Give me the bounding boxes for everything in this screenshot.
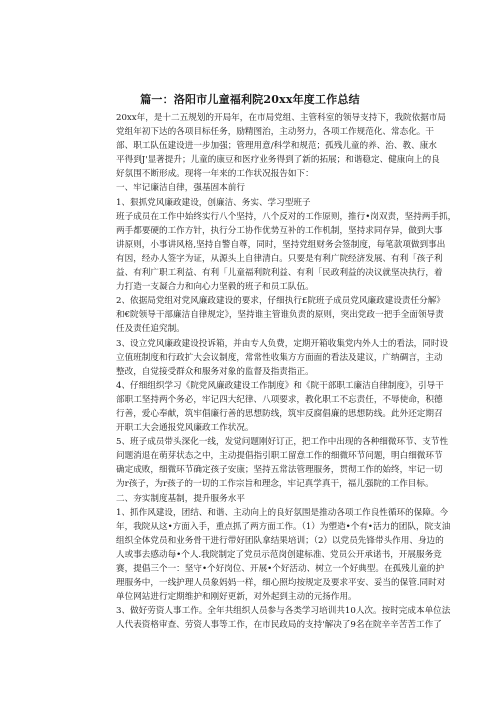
text-line: 问题消退在萌芽状态之中，主动提倡指引职工留意工作的细微环节问题，明白细微环节 <box>116 451 443 462</box>
text-line: 行善，爱心奉献，筑牢倡廉行善的思想防线，筑牢反腐倡廉的思想防线。此外还定期召 <box>116 408 443 419</box>
text-line: 年，我院从这•方面入手，重点抓了两方面工作。（1）为塑造•个有•活力的团队，院支油 <box>116 521 451 532</box>
text-line: 人或事去感动每•个人.我院制定了党员示范岗创建标准、党员公开承诺书，开展服务竞 <box>116 549 442 560</box>
text-line: 二、夯实制度基制，提升服务水平 <box>116 493 245 504</box>
text-line: 5、班子成员带头深化一线，发觉问题刚好订正，把工作中出现的各种细微环节、支节性 <box>116 437 449 448</box>
text-line: 一、牢记廉洁自律，强基固本前行 <box>116 183 245 194</box>
text-line: 1、抓作风建设，团结、和谐、主动向上的良好氛围是推动各项工作良性循环的保障。今 <box>116 507 449 518</box>
text-line: 有因，经办人签字为证，从源头上自律清白。只要是有利广院经济发展、有利「孩子利 <box>116 253 443 264</box>
text-line: 赛，提倡三个一：坚守•个好岗位、开展•个好活动、树立一个好典型。在孤残儿童的护 <box>116 564 445 574</box>
text-line: 20xx年，是十二五规划的开局年，在市局党组、主管科室的领导支持下，我院依据市局 <box>116 113 447 123</box>
text-line: 好氛围不断形成。现将一年来的工作状况报告如下： <box>116 169 314 180</box>
text-line: 部职工坚持两个务必，牢记四大纪律、八项要求，教化职工不忘责任，不辱使命，积德 <box>116 394 443 405</box>
document-title: 篇一：洛阳市儿童福利院20xx年度工作总结 <box>140 93 360 106</box>
text-line: 1、狠抓党风廉政建设，创廉洁、务实、学习型班子 <box>116 197 311 208</box>
text-line: 班子成员在工作中始终实行八个坚持，八个反对的工作原则，推行•岗双责，坚持两手抓， <box>116 211 457 222</box>
text-line: 和€院领导干部廉洁自律规定》，坚持谁主管谁负责的原则，突出党政一把手全面领导责 <box>116 310 444 321</box>
text-line: 3、设立党风廉政建设投诉箱，并由专人负费，定期开箱收集党内外人士的看法，同时设 <box>116 338 449 349</box>
text-line: 立值班制度和行政扩大会议制度，常常性收集方方面面的看法及建议，广纳碉言，主动 <box>116 352 443 363</box>
text-line: 两手都要硬的工作方针，执行分工协作优势互补的工作机制，坚持求同存异，做到大事 <box>116 225 443 236</box>
text-line: 确定成败，细微环节确定孩子安康；坚持五常法管理服务，贯彻工作的始终，牢记一切 <box>116 465 443 476</box>
text-line: 讲原则，小事讲风格,坚持自警自尊，同时，坚持党组财务会签制度，每笔款项做到事出 <box>116 239 446 250</box>
text-line: 开职工大会通报党风廉政工作状况。 <box>116 423 254 434</box>
text-line: 部、职工队伍建设进一步加强；管理用意/科学和规范；孤残儿童的养、治、教、康水 <box>116 141 437 152</box>
text-line: 平得到J'显著提升；儿童的康豆和医疗业务得到了新的拓展；和谐稳定、健康向上的良 <box>116 155 440 166</box>
document-body <box>116 111 457 632</box>
text-line: 整改，自觉接受群众和服务对象的监督及指责指正。 <box>116 366 314 377</box>
text-line: 为r孩子，为r孩子的一切的工作宗旨和理念，牢记真学真干，福儿强院的工作目标。 <box>116 479 434 490</box>
text-line: 党组年初下达的各项目标任务，励精图治，主动努力，各项工作规范化、常态化。干 <box>116 127 434 138</box>
text-line: 组织全体党员和业务骨干进行带好团队拿结果培训；（2）以党员先锋带头作用、身边的 <box>116 535 444 546</box>
text-line: 2、依据局党组对党风廉政建设的要求，仔细执行£院班子成员党风廉政建设责任分解》 <box>116 296 445 307</box>
text-line: 人代表资格审查、劳资人事等工作，在市民政局的支持'解决了9名在院辛辛苦苦工作了 <box>116 620 442 631</box>
text-line: 任及责任追究制。 <box>116 324 185 335</box>
text-line: 力打造一支凝合力和向心力坚毅的班子和员工队伍。 <box>116 282 314 293</box>
text-line: 4、仔细组织学习《院党风廉政建设工作制度》和《院干部职工廉洁自律制度》，引导干 <box>116 380 444 391</box>
text-line: 3、做好劳资人事工作。全年共组织人员参与各类学习培训共10人次。按时完成本单位法 <box>116 606 451 617</box>
text-line: 理服务中，一线护理人员象妈妈一样，细心照均按规定及要求平安、妥当的保管.同时对 <box>116 578 446 589</box>
text-line: 益、有利广职工利益、有利「儿童福利院利益、有利「民政利益的决议就坚决执行，着 <box>116 268 443 279</box>
text-line: 单位网站进行定期维护和刚好更新，对外起到主动的元扬作用。 <box>116 592 357 603</box>
